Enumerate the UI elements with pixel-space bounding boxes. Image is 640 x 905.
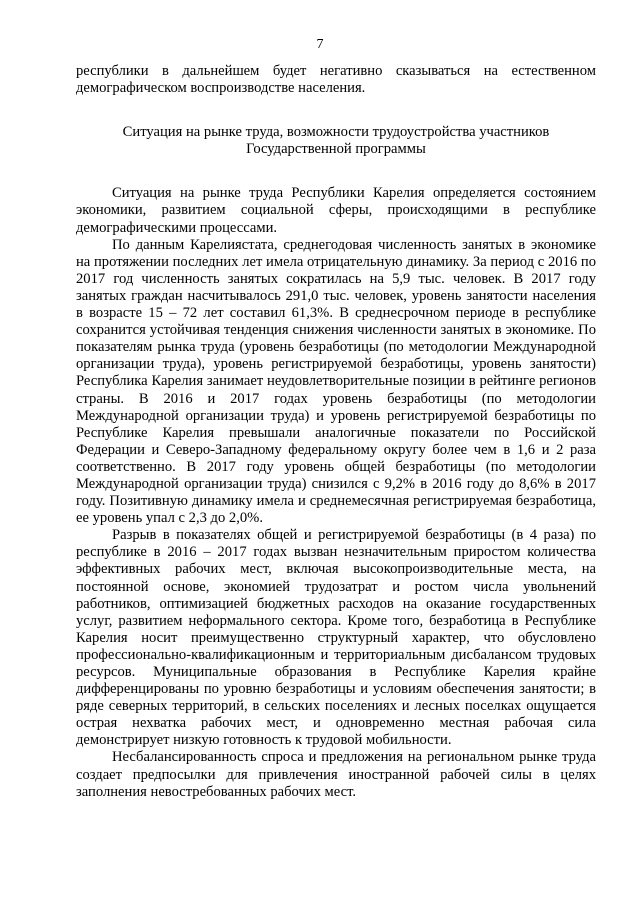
page-number: 7 xyxy=(316,37,324,52)
paragraph-employment-statistics: По данным Карелиястата, среднегодовая численность занятых в экономике на протяжении последних лет имела отрицательную динамику. За период с 2016 по 2017 год численность занятых сократилась на 5,9 тыс. человек. В 2017 году занятых граждан насчитывалось 291,0 тыс. человек, уровень занятости населения в возрасте 15 – 72 лет составил 61,3%. В среднесрочном периоде в республике сохранится устойчивая тенденция снижения численности занятых в экономике. По показателям рынка труда (уровень безработицы (по методологии Международной организации труда), уровень регистрируемой безработицы, уровень занятости) Республика Карелия занимает неудовлетворительные позиции в рейтинге регионов страны. В 2016 и 2017 годах уровень безработицы (по методологии Международной организации труда) и уровень регистрируемой безработицы по Республике Карелия превышали аналогичные показатели по Российской Федерации и Северо-Западному федеральному округу более чем в 1,6 и 2 раза соответственно. В 2017 году уровень общей безработицы (по методологии Международной организации труда) снизился с 9,2% в 2016 году до 8,6% в 2017 году. Позитивную динамику имела и среднемесячная регистрируемая безработица, ее уровень упал с 2,3 до 2,0%. xyxy=(76,236,596,527)
section-heading: Ситуация на рынке труда, возможности трудоустройства участников Государственной программы xyxy=(122,124,550,158)
paragraph-labor-market-intro: Ситуация на рынке труда Республики Карелия определяется состоянием экономики, развитием социальной сферы, происходящими в республике демографическими процессами. xyxy=(76,185,596,236)
paragraph-unemployment-gap: Разрыв в показателях общей и регистрируемой безработицы (в 4 раза) по республике в 2016 – 2017 годах вызван незначительным приростом количества эффективных рабочих мест, включая высокопроизводительные места, на постоянной основе, экономией трудозатрат и ростом числа увольнений работников, оптимизацией бюджетных расходов на оказание государственных услуг, развитием неформального сектора. Кроме того, безработица в Республике Карелия носит преимущественно структурный характер, что обусловлено профессионально-квалификационным и территориальным дисбалансом трудовых ресурсов. Муниципальные образования в Республике Карелия крайне дифференцированы по уровню безработицы и условиям обеспечения занятости; в ряде северных территорий, в сельских поселениях и лесных поселках ощущается острая нехватка рабочих мест, и одновременно местная рабочая сила демонстрирует низкую готовность к трудовой мобильности. xyxy=(76,527,596,749)
paragraph-labor-imbalance: Несбалансированность спроса и предложения на региональном рынке труда создает предпосылки для привлечения иностранной рабочей силы в целях заполнения невостребованных рабочих мест. xyxy=(76,749,596,800)
paragraph-continuation: республики в дальнейшем будет негативно сказываться на естественном демографическом воспроизводстве населения. xyxy=(76,63,596,97)
document-body xyxy=(76,63,596,801)
